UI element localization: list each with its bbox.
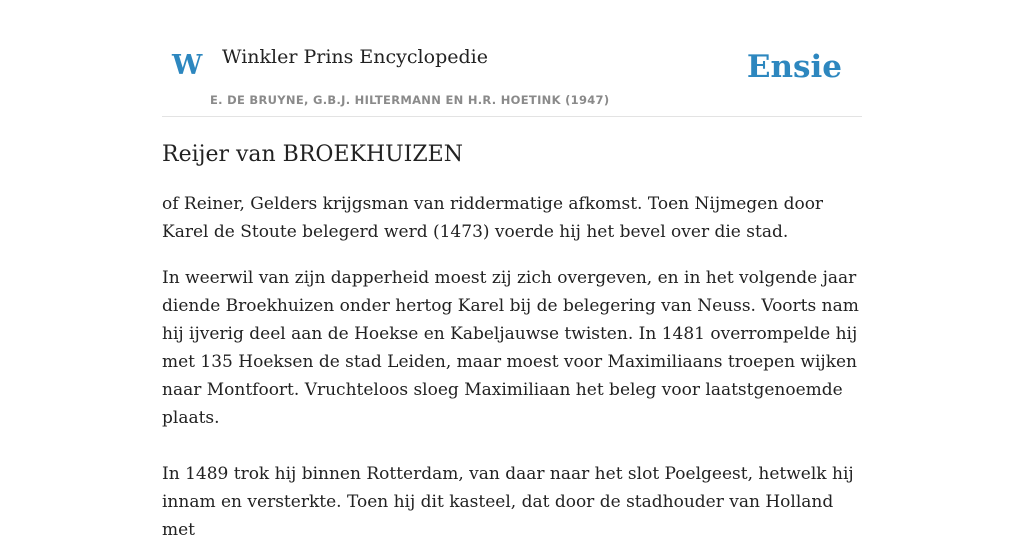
article-paragraph: of Reiner, Gelders krijgsman van riddermatige afkomst. Toen Nijmegen door Karel de Stoute belegerd werd (1473) voerde hij het bevel over die stad. [162,193,824,242]
source-logo[interactable]: W [172,50,203,81]
article-paragraph: In weerwil van zijn dapperheid moest zij zich overgeven, en in het volgende jaar diende Broekhuizen onder hertog Karel bij de belegering van Neuss. Voorts nam hij ijverig deel aan de Hoekse en Kabeljauwse twisten. In 1481 overrompelde hij met 135 Hoeksen de stad Leiden, maar moest voor Maximiliaans troepen wijken naar Montfoort. Vruchteloos sloeg Maximiliaan het beleg voor laatstgenoemde plaats. [162,267,859,428]
source-authors: E. DE BRUYNE, G.B.J. HILTERMANN EN H.R. HOETINK (1947) [210,93,610,107]
article-title: Reijer van BROEKHUIZEN [162,142,463,167]
source-header [162,38,862,117]
brand-logo[interactable]: Ensie [746,49,842,85]
page [162,0,862,544]
article-paragraph: In 1489 trok hij binnen Rotterdam, van daar naar het slot Poelgeest, hetwelk hij innam en versterkte. Toen hij dit kasteel, dat door de stadhouder van Holland met [162,463,854,540]
source-title[interactable]: Winkler Prins Encyclopedie [222,46,488,68]
